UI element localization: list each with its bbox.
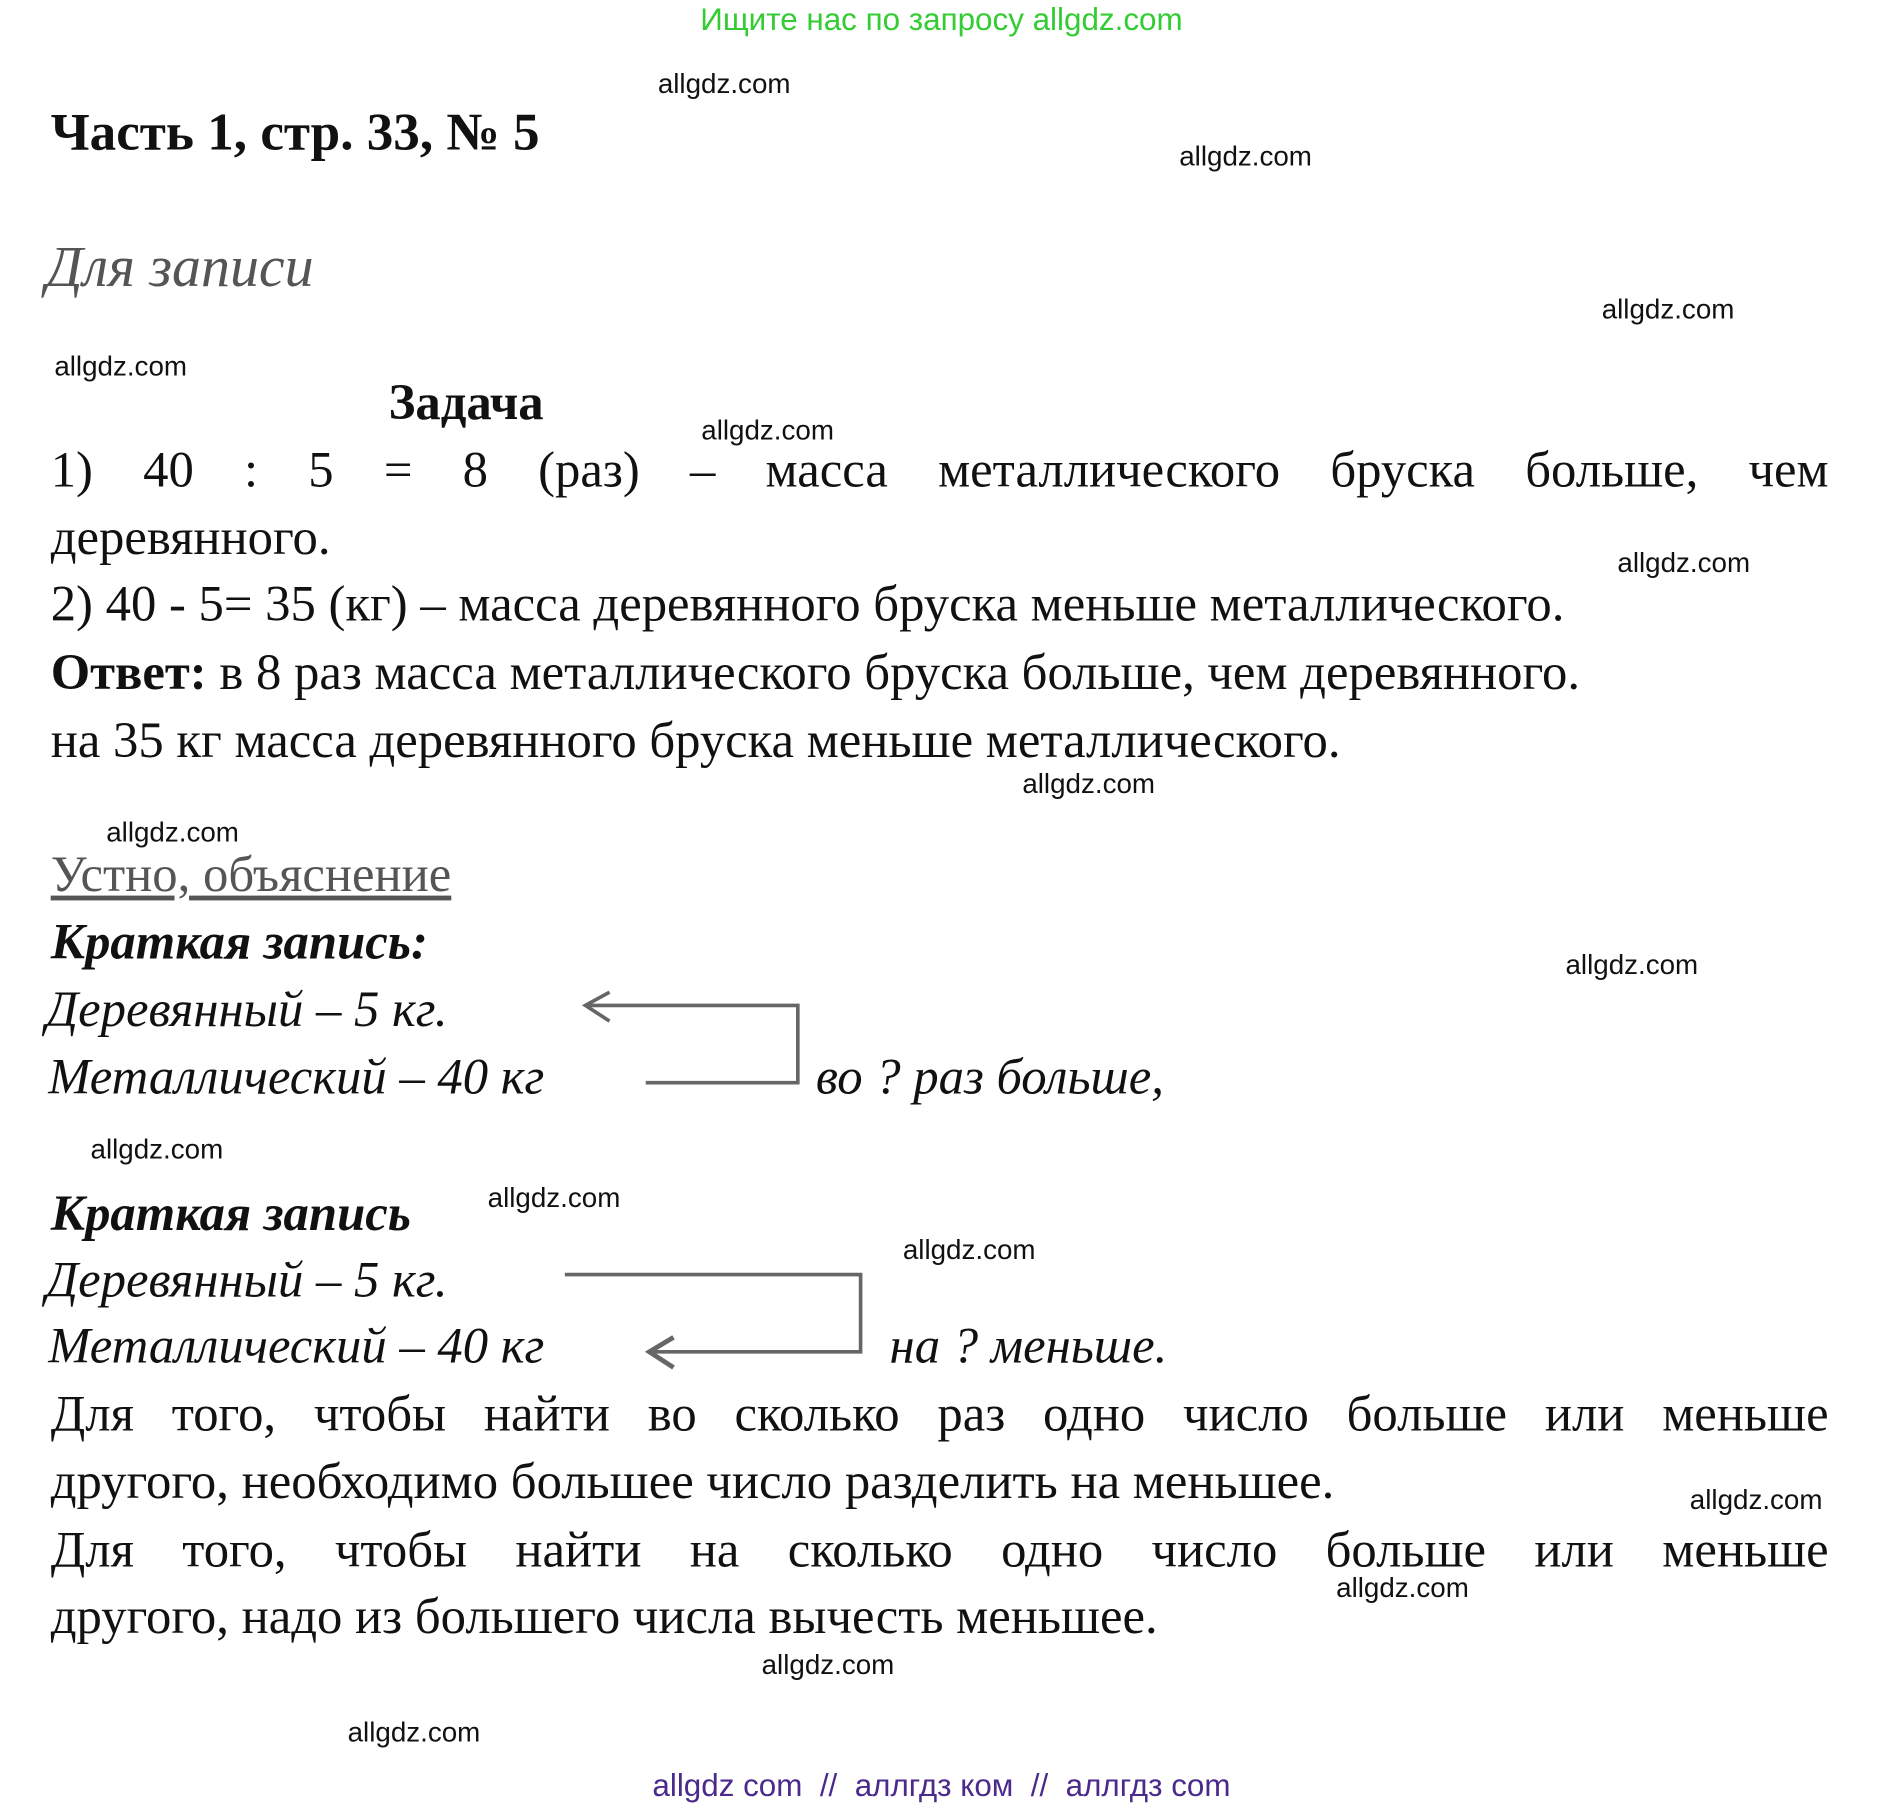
short-note-2-heading: Краткая запись	[50, 1186, 411, 1243]
short-note-1-question: во ? раз больше,	[815, 1050, 1165, 1106]
watermark: allgdz.com	[902, 1233, 1036, 1265]
watermark: allgdz.com	[761, 1648, 895, 1681]
watermark: allgdz.com	[1336, 1571, 1469, 1603]
task-heading: Задача	[388, 375, 544, 431]
watermark: allgdz.com	[657, 67, 791, 99]
rule2-line2: другого, надо из большего числа вычесть меньшее.	[50, 1589, 1158, 1646]
short-note-2-wood: Деревянный – 5 кг.	[45, 1252, 448, 1309]
answer-label: Ответ:	[50, 645, 207, 702]
short-note-1-metal: Металлический – 40 кг	[48, 1050, 545, 1106]
watermark: allgdz.com	[106, 815, 239, 848]
short-note-2-question: на ? меньше.	[889, 1319, 1168, 1375]
watermark: allgdz.com	[701, 414, 834, 446]
watermark: allgdz.com	[1617, 546, 1751, 579]
watermark: allgdz.com	[90, 1133, 224, 1165]
short-note-1-heading: Краткая запись:	[50, 914, 428, 971]
watermark: allgdz.com	[1565, 948, 1699, 981]
search-banner: Ищите нас по запросу allgdz.com	[700, 1, 1183, 38]
section-oral-heading: Устно, объяснение	[50, 847, 452, 903]
watermark: allgdz.com	[1179, 140, 1312, 172]
solution-step2: 2) 40 - 5= 35 (кг) – масса деревянного бруска меньше металлического.	[50, 576, 1565, 633]
watermark: allgdz.com	[1601, 293, 1735, 325]
watermark: allgdz.com	[487, 1181, 621, 1214]
rule2-line1: Для того, чтобы найти на сколько одно число больше или меньше	[50, 1523, 1829, 1579]
watermark: allgdz.com	[347, 1716, 481, 1748]
short-note-1-wood: Деревянный – 5 кг.	[45, 982, 448, 1039]
rule1-line2: другого, необходимо большее число разделить на меньшее.	[50, 1454, 1335, 1510]
page-title: Часть 1, стр. 33, № 5	[50, 102, 540, 162]
section-record-heading: Для записи	[45, 235, 314, 300]
solution-step1-line1: 1) 40 : 5 = 8 (раз) – масса металлического бруска больше, чем	[50, 442, 1829, 499]
watermark: allgdz.com	[1022, 767, 1156, 800]
arrow-times-icon	[585, 992, 797, 1083]
watermark: allgdz.com	[54, 350, 188, 382]
short-note-2-metal: Металлический – 40 кг	[48, 1319, 545, 1375]
answer-line2: на 35 кг масса деревянного бруска меньше металлического.	[50, 713, 1341, 769]
watermark: allgdz.com	[1689, 1483, 1823, 1515]
answer-text: в 8 раз масса металлического бруска больше, чем деревянного.	[206, 645, 1581, 702]
solution-step1-line2: деревянного.	[50, 510, 331, 567]
footer-links[interactable]: allgdz com // аллгдз ком // аллгдз com	[652, 1767, 1231, 1803]
arrow-difference-icon	[565, 1275, 861, 1368]
rule1-line1: Для того, чтобы найти во сколько раз одно число больше или меньше	[50, 1386, 1829, 1443]
